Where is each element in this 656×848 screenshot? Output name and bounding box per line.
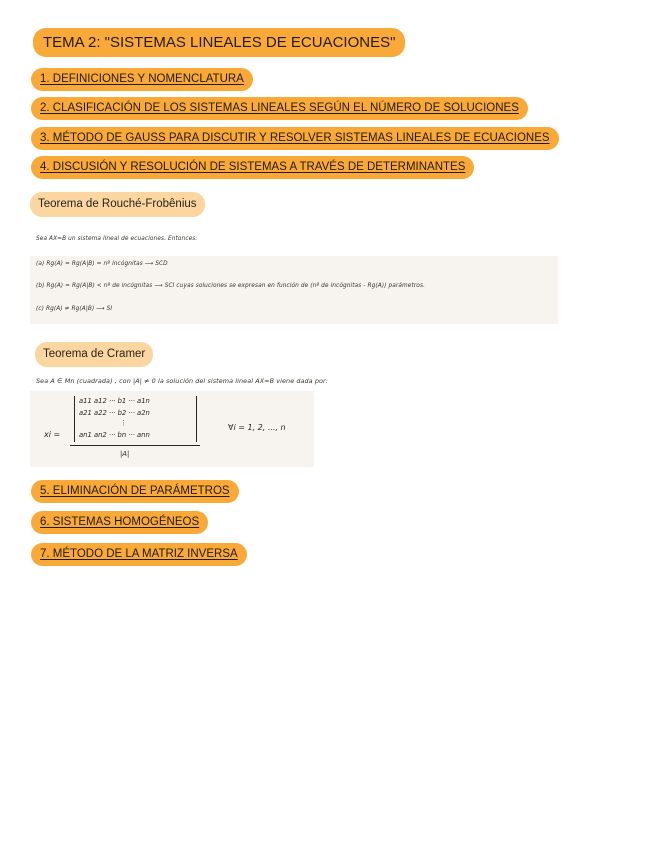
cramer-fraction-line <box>70 445 200 446</box>
section-5-heading[interactable]: 5. ELIMINACIÓN DE PARÁMETROS <box>31 480 239 503</box>
section-1-heading[interactable]: 1. DEFINICIONES Y NOMENCLATURA <box>31 68 253 91</box>
cramer-intro: Sea A ∈ Mn (cuadrada) , con |A| ≠ 0 la solución del sistema lineal AX=B viene dada por: <box>36 377 328 385</box>
section-3-heading[interactable]: 3. MÉTODO DE GAUSS PARA DISCUTIR Y RESOLVER SISTEMAS LINEALES DE ECUACIONES <box>31 127 559 150</box>
cramer-determinant-bar-right <box>196 396 197 442</box>
rouche-frobenius-heading: Teorema de Rouché-Frobênius <box>30 192 205 217</box>
section-7-heading[interactable]: 7. MÉTODO DE LA MATRIZ INVERSA <box>31 543 247 566</box>
rouche-intro: Sea AX=B un sistema lineal de ecuaciones. Entonces: <box>36 236 198 242</box>
cramer-lhs: xi = <box>44 430 61 439</box>
cramer-determinant-bar-left <box>74 396 75 442</box>
rouche-case-c: (c) Rg(A) ≠ Rg(A|B) ⟶ SI <box>36 306 113 312</box>
page-title: TEMA 2: "SISTEMAS LINEALES DE ECUACIONES" <box>33 28 405 57</box>
cramer-matrix-row-4: an1 an2 ··· bn ··· ann <box>79 431 150 439</box>
cramer-denominator: |A| <box>120 450 130 458</box>
cramer-matrix-row-2: a21 a22 ··· b2 ··· a2n <box>79 409 150 417</box>
rouche-case-a: (a) Rg(A) = Rg(A|B) = nº incógnitas ⟶ SCD <box>36 261 168 267</box>
cramer-matrix-row-1: a11 a12 ··· b1 ··· a1n <box>79 397 150 405</box>
cramer-matrix-row-3: ⋮ <box>120 419 127 427</box>
section-2-heading[interactable]: 2. CLASIFICACIÓN DE LOS SISTEMAS LINEALES SEGÚN EL NÚMERO DE SOLUCIONES <box>31 97 528 120</box>
cramer-heading: Teorema de Cramer <box>35 342 153 367</box>
rouche-case-b: (b) Rg(A) = Rg(A|B) < nº de incógnitas ⟶ SCI cuyas soluciones se expresan en función de (nº de incógnitas - Rg(A)) parámetros. <box>36 283 426 289</box>
section-4-heading[interactable]: 4. DISCUSIÓN Y RESOLUCIÓN DE SISTEMAS A TRAVÉS DE DETERMINANTES <box>31 156 474 179</box>
cramer-index-range: ∀i = 1, 2, ..., n <box>228 423 286 432</box>
section-6-heading[interactable]: 6. SISTEMAS HOMOGÉNEOS <box>31 511 208 534</box>
